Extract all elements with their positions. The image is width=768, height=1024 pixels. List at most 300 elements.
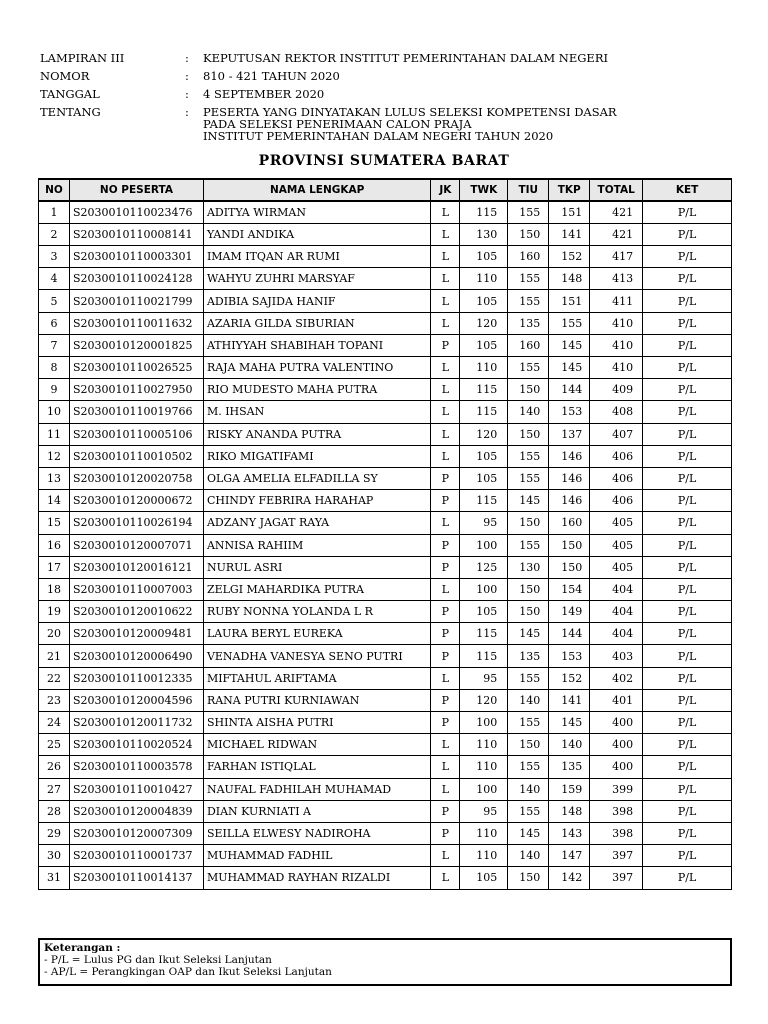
row-twk: 105 — [460, 445, 508, 467]
tentang-line: PADA SELEKSI PENERIMAAN CALON PRAJA — [203, 117, 472, 131]
row-nama: MICHAEL RIDWAN — [203, 734, 430, 756]
row-ket: P/L — [643, 578, 732, 600]
row-no-peserta: S2030010110008141 — [69, 223, 203, 245]
row-ket: P/L — [643, 201, 732, 223]
row-twk: 125 — [460, 556, 508, 578]
column-header-no-peserta: NO PESERTA — [69, 179, 203, 201]
table-row — [39, 756, 732, 778]
row-total: 411 — [590, 290, 643, 312]
row-tkp: 150 — [549, 534, 590, 556]
row-no-peserta: S2030010110011632 — [69, 312, 203, 334]
row-tiu: 145 — [508, 822, 549, 844]
row-ket: P/L — [643, 756, 732, 778]
table-row — [39, 822, 732, 844]
row-no-peserta: S2030010120007071 — [69, 534, 203, 556]
row-jk: L — [431, 734, 460, 756]
row-no: 16 — [39, 534, 70, 556]
header-value: 810 - 421 TAHUN 2020 — [203, 69, 340, 83]
row-nama: ADIBIA SAJIDA HANIF — [203, 290, 430, 312]
row-tkp: 152 — [549, 246, 590, 268]
row-total: 406 — [590, 490, 643, 512]
row-total: 403 — [590, 645, 643, 667]
table-row — [39, 534, 732, 556]
row-tkp: 153 — [549, 645, 590, 667]
row-jk: P — [431, 601, 460, 623]
row-tkp: 153 — [549, 401, 590, 423]
row-ket: P/L — [643, 800, 732, 822]
row-no-peserta: S2030010120009481 — [69, 623, 203, 645]
tentang-line: INSTITUT PEMERINTAHAN DALAM NEGERI TAHUN 2020 — [203, 129, 554, 143]
row-jk: L — [431, 778, 460, 800]
table-row — [39, 800, 732, 822]
table-row — [39, 334, 732, 356]
row-no-peserta: S2030010110027950 — [69, 379, 203, 401]
row-tkp: 148 — [549, 268, 590, 290]
row-tkp: 150 — [549, 556, 590, 578]
row-ket: P/L — [643, 689, 732, 711]
column-header-tiu: TIU — [508, 179, 549, 201]
row-ket: P/L — [643, 667, 732, 689]
row-tiu: 155 — [508, 290, 549, 312]
row-jk: P — [431, 800, 460, 822]
row-nama: ATHIYYAH SHABIHAH TOPANI — [203, 334, 430, 356]
row-ket: P/L — [643, 645, 732, 667]
row-no: 24 — [39, 712, 70, 734]
row-tkp: 151 — [549, 290, 590, 312]
row-nama: MUHAMMAD FADHIL — [203, 845, 430, 867]
row-no-peserta: S2030010120010622 — [69, 601, 203, 623]
row-total: 398 — [590, 800, 643, 822]
row-twk: 95 — [460, 667, 508, 689]
row-total: 401 — [590, 689, 643, 711]
row-no-peserta: S2030010110010427 — [69, 778, 203, 800]
row-jk: P — [431, 689, 460, 711]
row-no-peserta: S2030010110019766 — [69, 401, 203, 423]
row-tiu: 155 — [508, 800, 549, 822]
row-nama: NAUFAL FADHILAH MUHAMAD — [203, 778, 430, 800]
row-jk: L — [431, 445, 460, 467]
row-no-peserta: S2030010110014137 — [69, 867, 203, 889]
page-title: PROVINSI SUMATERA BARAT — [258, 153, 510, 169]
row-no: 29 — [39, 822, 70, 844]
row-ket: P/L — [643, 334, 732, 356]
header-value: 4 SEPTEMBER 2020 — [203, 87, 325, 101]
row-no: 30 — [39, 845, 70, 867]
table-row — [39, 423, 732, 445]
table-row — [39, 490, 732, 512]
table-row — [39, 467, 732, 489]
note-line: - P/L = Lulus PG dan Ikut Seleksi Lanjutan — [44, 954, 272, 966]
row-tiu: 155 — [508, 534, 549, 556]
row-no: 1 — [39, 201, 70, 223]
row-ket: P/L — [643, 822, 732, 844]
row-tkp: 140 — [549, 734, 590, 756]
row-jk: L — [431, 246, 460, 268]
row-tiu: 140 — [508, 401, 549, 423]
row-tiu: 140 — [508, 689, 549, 711]
row-twk: 105 — [460, 290, 508, 312]
row-ket: P/L — [643, 445, 732, 467]
row-total: 397 — [590, 845, 643, 867]
row-tiu: 160 — [508, 334, 549, 356]
table-row — [39, 401, 732, 423]
row-ket: P/L — [643, 423, 732, 445]
row-total: 409 — [590, 379, 643, 401]
row-tiu: 135 — [508, 312, 549, 334]
row-nama: ZELGI MAHARDIKA PUTRA — [203, 578, 430, 600]
row-tiu: 155 — [508, 756, 549, 778]
row-jk: L — [431, 223, 460, 245]
row-no-peserta: S2030010120004839 — [69, 800, 203, 822]
row-no: 6 — [39, 312, 70, 334]
row-jk: L — [431, 578, 460, 600]
row-total: 413 — [590, 268, 643, 290]
table-row — [39, 689, 732, 711]
row-twk: 115 — [460, 379, 508, 401]
row-no-peserta: S2030010110020524 — [69, 734, 203, 756]
row-jk: P — [431, 467, 460, 489]
header-value — [203, 106, 623, 142]
row-no: 12 — [39, 445, 70, 467]
row-total: 404 — [590, 623, 643, 645]
row-nama: FARHAN ISTIQLAL — [203, 756, 430, 778]
row-no: 5 — [39, 290, 70, 312]
row-tkp: 145 — [549, 357, 590, 379]
header-label: LAMPIRAN III — [40, 51, 125, 65]
row-total: 421 — [590, 223, 643, 245]
row-jk: P — [431, 623, 460, 645]
row-ket: P/L — [643, 623, 732, 645]
row-tiu: 155 — [508, 268, 549, 290]
row-jk: P — [431, 334, 460, 356]
row-tiu: 155 — [508, 201, 549, 223]
row-total: 410 — [590, 312, 643, 334]
row-jk: P — [431, 822, 460, 844]
row-nama: RAJA MAHA PUTRA VALENTINO — [203, 357, 430, 379]
row-tiu: 150 — [508, 867, 549, 889]
table-row — [39, 845, 732, 867]
row-no-peserta: S2030010110007003 — [69, 578, 203, 600]
row-total: 404 — [590, 578, 643, 600]
row-nama: OLGA AMELIA ELFADILLA SY — [203, 467, 430, 489]
table-row — [39, 246, 732, 268]
table-row — [39, 667, 732, 689]
row-no-peserta: S2030010120020758 — [69, 467, 203, 489]
table-row — [39, 867, 732, 889]
row-twk: 110 — [460, 734, 508, 756]
row-total: 410 — [590, 357, 643, 379]
row-tkp: 142 — [549, 867, 590, 889]
row-ket: P/L — [643, 734, 732, 756]
row-ket: P/L — [643, 778, 732, 800]
row-no: 13 — [39, 467, 70, 489]
row-jk: L — [431, 312, 460, 334]
row-nama: RIKO MIGATIFAMI — [203, 445, 430, 467]
row-tiu: 135 — [508, 645, 549, 667]
table-row — [39, 201, 732, 223]
row-tkp: 151 — [549, 201, 590, 223]
table-row — [39, 290, 732, 312]
row-ket: P/L — [643, 490, 732, 512]
row-total: 400 — [590, 756, 643, 778]
row-jk: L — [431, 845, 460, 867]
row-tiu: 150 — [508, 379, 549, 401]
row-tiu: 130 — [508, 556, 549, 578]
results-table — [38, 178, 732, 890]
row-total: 406 — [590, 467, 643, 489]
row-tkp: 152 — [549, 667, 590, 689]
row-tiu: 155 — [508, 712, 549, 734]
row-jk: L — [431, 867, 460, 889]
table-row — [39, 601, 732, 623]
row-no: 3 — [39, 246, 70, 268]
row-total: 406 — [590, 445, 643, 467]
row-twk: 130 — [460, 223, 508, 245]
row-nama: MUHAMMAD RAYHAN RIZALDI — [203, 867, 430, 889]
row-no-peserta: S2030010120007309 — [69, 822, 203, 844]
row-total: 404 — [590, 601, 643, 623]
row-total: 400 — [590, 712, 643, 734]
row-twk: 105 — [460, 467, 508, 489]
document-header — [40, 52, 623, 148]
table-row — [39, 623, 732, 645]
row-nama: M. IHSAN — [203, 401, 430, 423]
row-nama: ANNISA RAHIIM — [203, 534, 430, 556]
tentang-line: PESERTA YANG DINYATAKAN LULUS SELEKSI KOMPETENSI DASAR — [203, 105, 617, 119]
table-row — [39, 379, 732, 401]
row-nama: SEILLA ELWESY NADIROHA — [203, 822, 430, 844]
row-total: 417 — [590, 246, 643, 268]
row-twk: 100 — [460, 778, 508, 800]
row-tkp: 148 — [549, 800, 590, 822]
row-total: 405 — [590, 534, 643, 556]
row-tiu: 145 — [508, 490, 549, 512]
row-total: 405 — [590, 556, 643, 578]
row-no-peserta: S2030010120011732 — [69, 712, 203, 734]
header-separator: : — [185, 105, 189, 119]
row-twk: 110 — [460, 268, 508, 290]
row-nama: CHINDY FEBRIRA HARAHAP — [203, 490, 430, 512]
column-header-ket: KET — [643, 179, 732, 201]
row-no-peserta: S2030010110024128 — [69, 268, 203, 290]
header-row-tanggal — [40, 88, 623, 100]
row-jk: P — [431, 534, 460, 556]
row-nama: DIAN KURNIATI A — [203, 800, 430, 822]
table-row — [39, 312, 732, 334]
row-tiu: 140 — [508, 778, 549, 800]
table-row — [39, 445, 732, 467]
row-no: 7 — [39, 334, 70, 356]
header-label: TENTANG — [40, 105, 101, 119]
row-tkp: 135 — [549, 756, 590, 778]
row-tiu: 140 — [508, 845, 549, 867]
row-ket: P/L — [643, 534, 732, 556]
row-tkp: 160 — [549, 512, 590, 534]
row-tkp: 143 — [549, 822, 590, 844]
row-nama: ADZANY JAGAT RAYA — [203, 512, 430, 534]
header-separator: : — [185, 51, 189, 65]
row-total: 402 — [590, 667, 643, 689]
row-tkp: 137 — [549, 423, 590, 445]
row-no-peserta: S2030010110005106 — [69, 423, 203, 445]
row-tkp: 159 — [549, 778, 590, 800]
row-twk: 120 — [460, 689, 508, 711]
table-row — [39, 556, 732, 578]
row-no-peserta: S2030010110021799 — [69, 290, 203, 312]
row-total: 407 — [590, 423, 643, 445]
row-no: 28 — [39, 800, 70, 822]
row-no: 25 — [39, 734, 70, 756]
row-nama: RISKY ANANDA PUTRA — [203, 423, 430, 445]
column-header-nama: NAMA LENGKAP — [203, 179, 430, 201]
column-header-jk: JK — [431, 179, 460, 201]
row-no-peserta: S2030010120000672 — [69, 490, 203, 512]
row-tiu: 150 — [508, 423, 549, 445]
table-body — [39, 201, 732, 889]
row-total: 398 — [590, 822, 643, 844]
row-ket: P/L — [643, 312, 732, 334]
row-twk: 105 — [460, 601, 508, 623]
row-twk: 110 — [460, 822, 508, 844]
row-twk: 120 — [460, 312, 508, 334]
row-total: 405 — [590, 512, 643, 534]
row-ket: P/L — [643, 845, 732, 867]
row-no-peserta: S2030010110001737 — [69, 845, 203, 867]
row-jk: L — [431, 423, 460, 445]
header-separator: : — [185, 69, 189, 83]
table-row — [39, 357, 732, 379]
row-nama: LAURA BERYL EUREKA — [203, 623, 430, 645]
row-no-peserta: S2030010110010502 — [69, 445, 203, 467]
row-no-peserta: S2030010120016121 — [69, 556, 203, 578]
row-nama: RUBY NONNA YOLANDA L R — [203, 601, 430, 623]
row-tkp: 145 — [549, 712, 590, 734]
row-ket: P/L — [643, 268, 732, 290]
header-separator: : — [185, 87, 189, 101]
table-header-row — [39, 179, 732, 201]
row-no: 18 — [39, 578, 70, 600]
row-no-peserta: S2030010110003301 — [69, 246, 203, 268]
table-row — [39, 223, 732, 245]
table-row — [39, 734, 732, 756]
row-jk: P — [431, 712, 460, 734]
row-twk: 110 — [460, 357, 508, 379]
row-no-peserta: S2030010110026194 — [69, 512, 203, 534]
table-row — [39, 578, 732, 600]
header-label: TANGGAL — [40, 87, 100, 101]
row-total: 408 — [590, 401, 643, 423]
row-tkp: 147 — [549, 845, 590, 867]
column-header-total: TOTAL — [590, 179, 643, 201]
row-no-peserta: S2030010110012335 — [69, 667, 203, 689]
column-header-twk: TWK — [460, 179, 508, 201]
row-no: 11 — [39, 423, 70, 445]
row-jk: P — [431, 490, 460, 512]
row-tiu: 160 — [508, 246, 549, 268]
row-no-peserta: S2030010120004596 — [69, 689, 203, 711]
row-no: 9 — [39, 379, 70, 401]
row-no-peserta: S2030010110023476 — [69, 201, 203, 223]
row-tiu: 150 — [508, 223, 549, 245]
row-tkp: 155 — [549, 312, 590, 334]
row-ket: P/L — [643, 246, 732, 268]
row-total: 397 — [590, 867, 643, 889]
row-ket: P/L — [643, 712, 732, 734]
row-nama: VENADHA VANESYA SENO PUTRI — [203, 645, 430, 667]
row-total: 399 — [590, 778, 643, 800]
row-nama: SHINTA AISHA PUTRI — [203, 712, 430, 734]
row-no: 23 — [39, 689, 70, 711]
row-no: 15 — [39, 512, 70, 534]
row-nama: IMAM ITQAN AR RUMI — [203, 246, 430, 268]
header-value: KEPUTUSAN REKTOR INSTITUT PEMERINTAHAN DALAM NEGERI — [203, 51, 609, 65]
row-ket: P/L — [643, 467, 732, 489]
row-no: 17 — [39, 556, 70, 578]
row-nama: WAHYU ZUHRI MARSYAF — [203, 268, 430, 290]
row-jk: P — [431, 645, 460, 667]
row-twk: 115 — [460, 201, 508, 223]
row-ket: P/L — [643, 512, 732, 534]
table-row — [39, 778, 732, 800]
row-jk: L — [431, 512, 460, 534]
row-no: 26 — [39, 756, 70, 778]
row-no: 21 — [39, 645, 70, 667]
row-total: 400 — [590, 734, 643, 756]
row-no: 31 — [39, 867, 70, 889]
row-tkp: 145 — [549, 334, 590, 356]
row-no: 27 — [39, 778, 70, 800]
row-tkp: 141 — [549, 223, 590, 245]
row-no: 19 — [39, 601, 70, 623]
table-row — [39, 268, 732, 290]
row-tiu: 150 — [508, 512, 549, 534]
header-row-nomor — [40, 70, 623, 82]
row-twk: 115 — [460, 401, 508, 423]
row-ket: P/L — [643, 223, 732, 245]
row-twk: 100 — [460, 578, 508, 600]
row-total: 421 — [590, 201, 643, 223]
row-tkp: 146 — [549, 467, 590, 489]
header-label: NOMOR — [40, 69, 90, 83]
row-jk: L — [431, 357, 460, 379]
row-tkp: 144 — [549, 379, 590, 401]
header-row-tentang — [40, 106, 623, 142]
row-jk: P — [431, 556, 460, 578]
header-row-lampiran — [40, 52, 623, 64]
column-header-no: NO — [39, 179, 70, 201]
row-twk: 120 — [460, 423, 508, 445]
row-ket: P/L — [643, 290, 732, 312]
table-row — [39, 712, 732, 734]
row-twk: 105 — [460, 867, 508, 889]
row-tiu: 150 — [508, 601, 549, 623]
row-nama: RIO MUDESTO MAHA PUTRA — [203, 379, 430, 401]
row-twk: 100 — [460, 712, 508, 734]
row-ket: P/L — [643, 379, 732, 401]
row-tiu: 145 — [508, 623, 549, 645]
row-tiu: 150 — [508, 734, 549, 756]
row-tiu: 155 — [508, 667, 549, 689]
row-no-peserta: S2030010110003578 — [69, 756, 203, 778]
row-nama: NURUL ASRI — [203, 556, 430, 578]
row-no: 8 — [39, 357, 70, 379]
row-nama: YANDI ANDIKA — [203, 223, 430, 245]
row-tkp: 154 — [549, 578, 590, 600]
row-jk: L — [431, 290, 460, 312]
row-ket: P/L — [643, 401, 732, 423]
table-row — [39, 512, 732, 534]
row-nama: ADITYA WIRMAN — [203, 201, 430, 223]
